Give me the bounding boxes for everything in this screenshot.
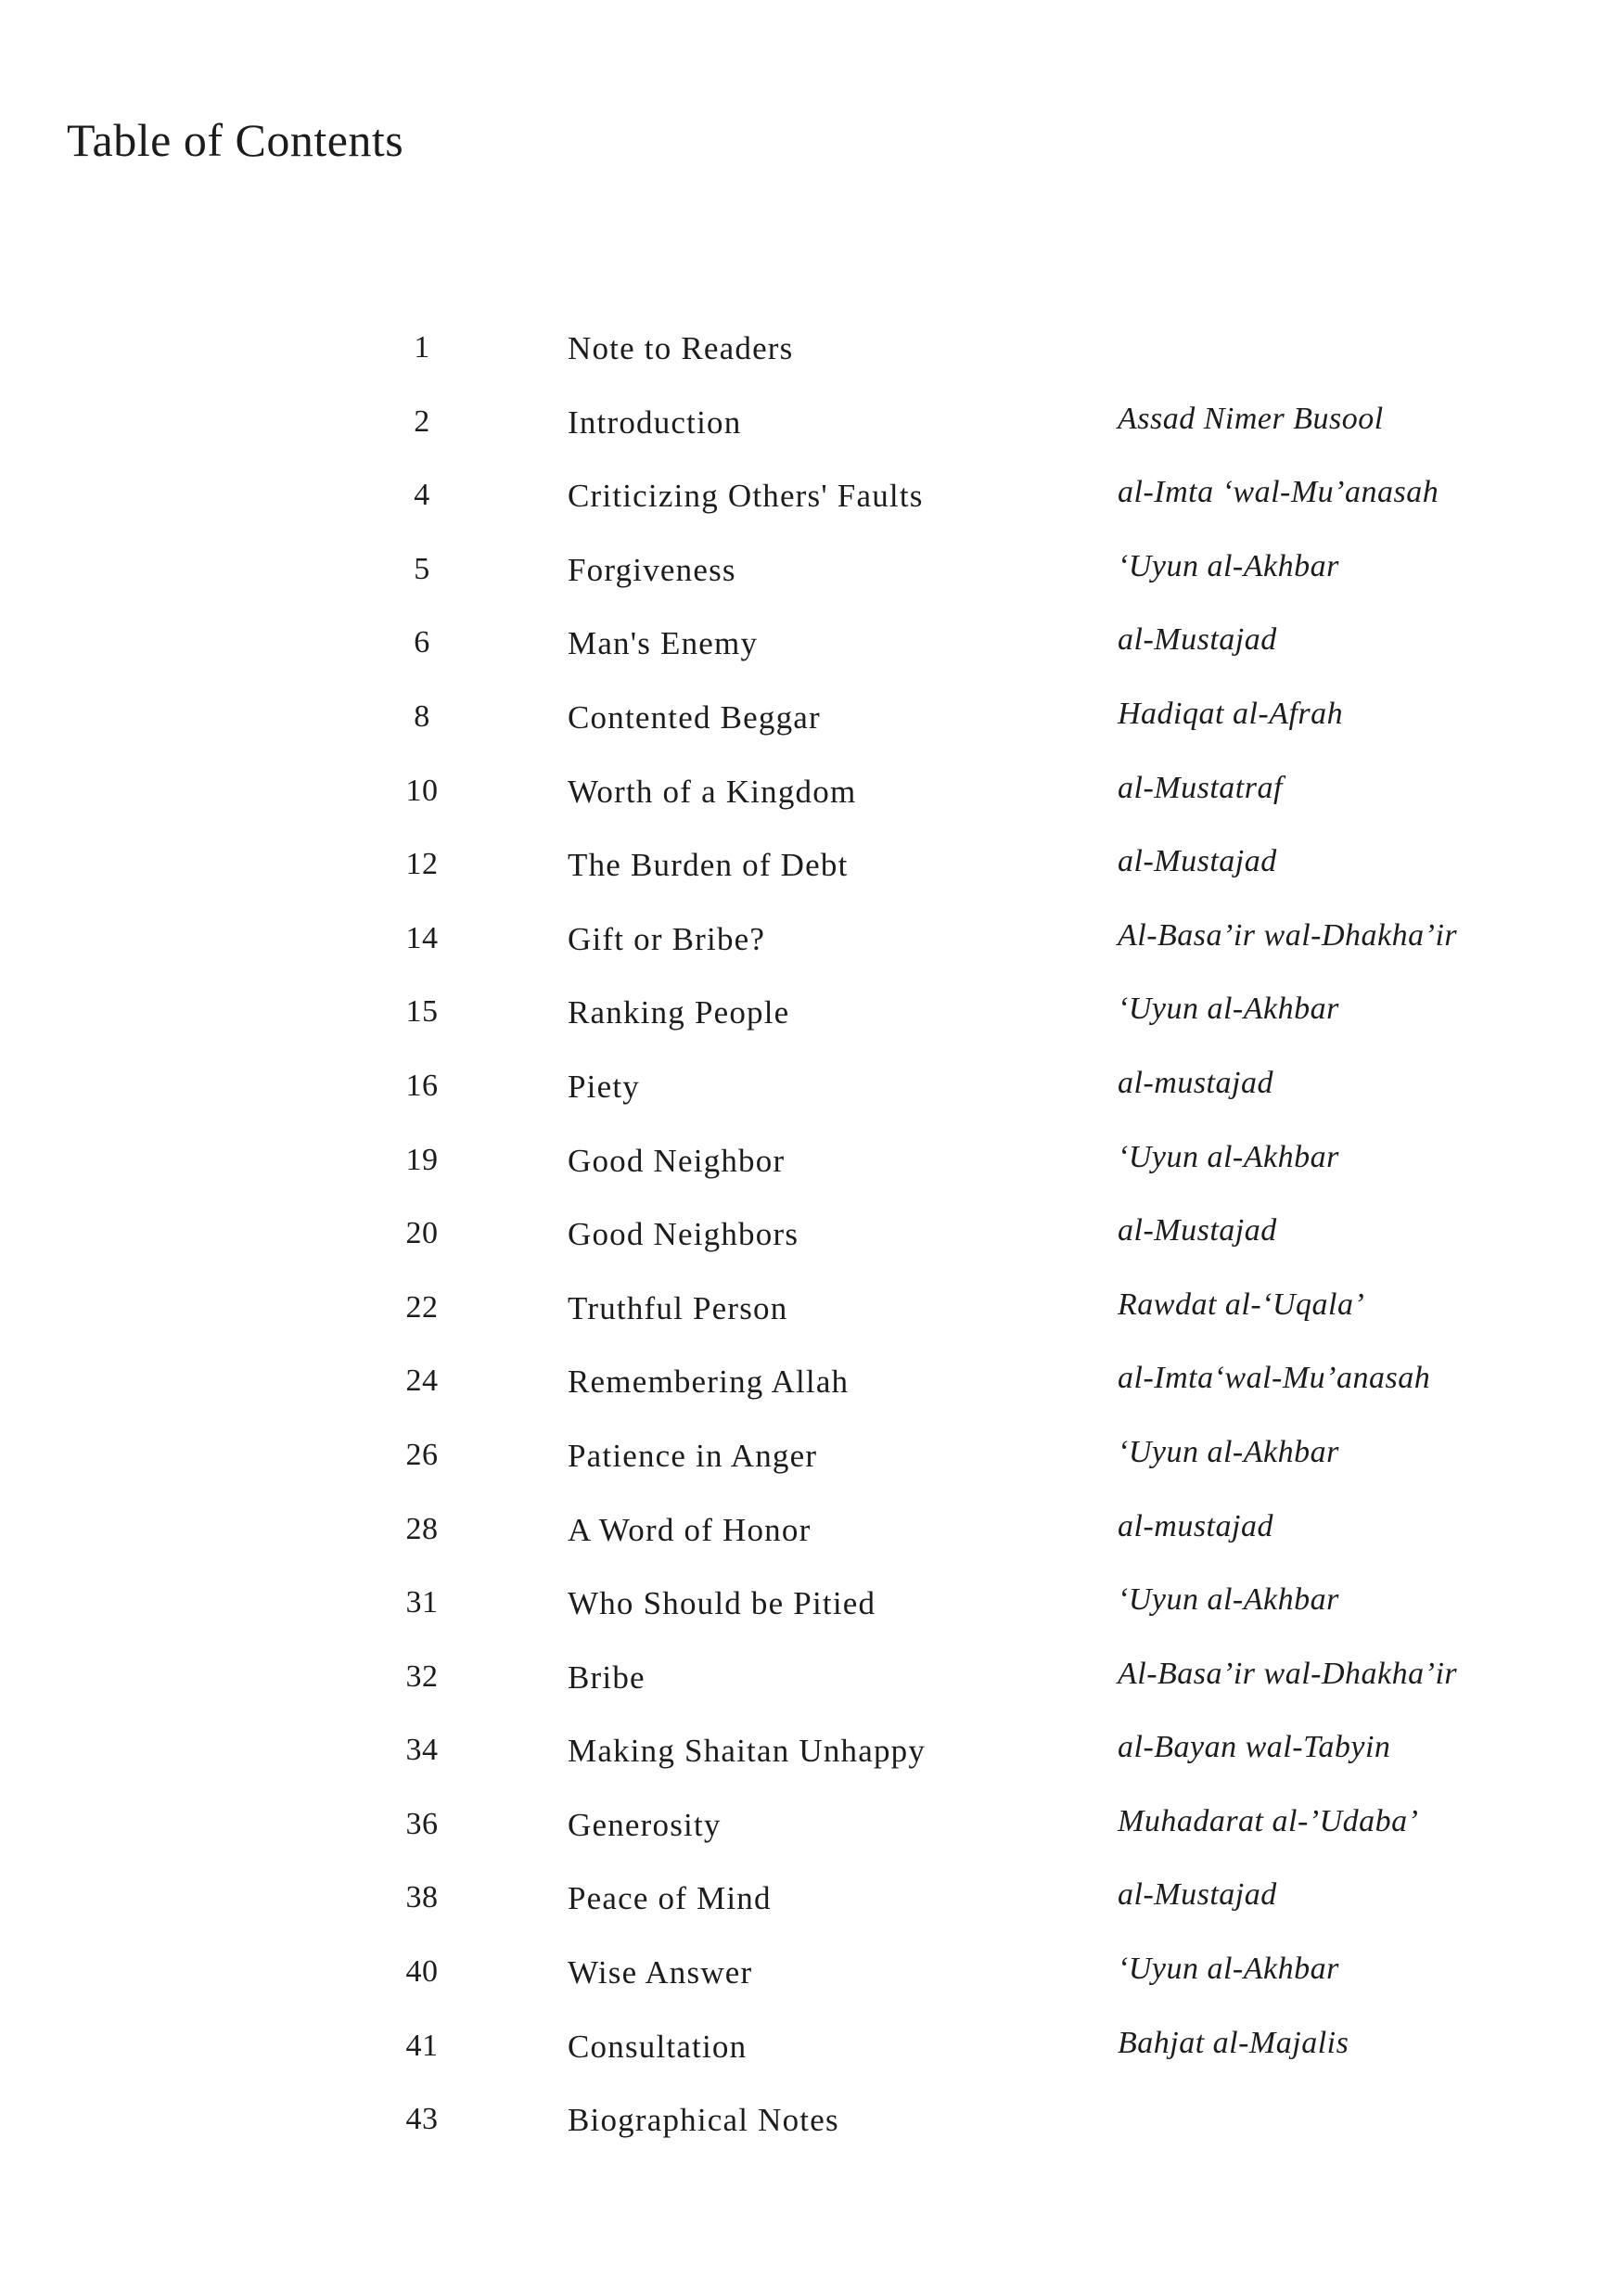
toc-chapter-title: Worth of a Kingdom	[568, 773, 857, 810]
toc-page-number: 28	[405, 1511, 439, 1546]
toc-source: ‘Uyun al-Akhbar	[1118, 1139, 1339, 1174]
toc-page-number: 24	[405, 1364, 439, 1399]
toc-source: Hadiqat al-Afrah	[1118, 696, 1344, 731]
toc-entry	[0, 1432, 1624, 1506]
toc-source: ‘Uyun al-Akhbar	[1118, 1582, 1339, 1618]
toc-page-number: 12	[405, 847, 439, 882]
toc-chapter-title: Generosity	[568, 1806, 722, 1843]
toc-entry	[0, 694, 1624, 768]
toc-page-number: 5	[414, 551, 430, 586]
toc-source: al-Mustajad	[1118, 844, 1277, 879]
toc-chapter-title: Good Neighbor	[568, 1142, 786, 1179]
toc-page-number: 38	[405, 1880, 439, 1915]
toc-chapter-title: Making Shaitan Unhappy	[568, 1733, 927, 1770]
toc-page-number: 31	[405, 1585, 439, 1620]
toc-page-number: 19	[405, 1142, 439, 1177]
toc-chapter-title: Good Neighbors	[568, 1216, 799, 1253]
toc-chapter-title: Gift or Bribe?	[568, 920, 766, 957]
toc-source: Bahjat al-Majalis	[1118, 2025, 1349, 2060]
toc-page-number: 14	[405, 920, 439, 955]
toc-page-number: 41	[405, 2028, 439, 2063]
toc-chapter-title: The Burden of Debt	[568, 847, 849, 884]
toc-page-number: 34	[405, 1733, 439, 1768]
toc-source: ‘Uyun al-Akhbar	[1118, 992, 1339, 1027]
toc-entry	[0, 841, 1624, 916]
toc-source: al-Bayan wal-Tabyin	[1118, 1730, 1391, 1765]
toc-entry	[0, 399, 1624, 473]
toc-chapter-title: Ranking People	[568, 994, 790, 1031]
toc-chapter-title: Patience in Anger	[568, 1437, 818, 1474]
toc-entry	[0, 1949, 1624, 2023]
toc-entry	[0, 916, 1624, 990]
toc-entry	[0, 1210, 1624, 1285]
toc-chapter-title: Bribe	[568, 1658, 646, 1696]
toc-page-number: 1	[414, 330, 430, 365]
toc-chapter-title: Note to Readers	[568, 330, 794, 366]
toc-entry	[0, 1506, 1624, 1581]
toc-chapter-title: Piety	[568, 1068, 640, 1105]
toc-source: Al-Basa’ir wal-Dhakha’ir	[1118, 1656, 1458, 1691]
toc-chapter-title: A Word of Honor	[568, 1511, 812, 1548]
toc-entry	[0, 1285, 1624, 1359]
toc-page-number: 20	[405, 1216, 439, 1251]
toc-entry	[0, 1063, 1624, 1137]
toc-page-number: 10	[405, 773, 439, 808]
toc-entry	[0, 1580, 1624, 1654]
toc-entry	[0, 325, 1624, 399]
table-of-contents	[0, 325, 1624, 2170]
toc-chapter-title: Introduction	[568, 403, 742, 441]
toc-entry	[0, 2023, 1624, 2097]
toc-source: ‘Uyun al-Akhbar	[1118, 1434, 1339, 1469]
toc-source: al-Mustajad	[1118, 622, 1277, 658]
toc-source: Rawdat al-‘Uqala’	[1118, 1287, 1365, 1322]
toc-entry	[0, 620, 1624, 694]
toc-source: Muhadarat al-’Udaba’	[1118, 1803, 1419, 1838]
toc-source: ‘Uyun al-Akhbar	[1118, 548, 1339, 583]
toc-page-number: 16	[405, 1068, 439, 1103]
toc-chapter-title: Forgiveness	[568, 551, 736, 588]
toc-entry	[0, 989, 1624, 1063]
toc-source: al-Mustatraf	[1118, 770, 1283, 805]
toc-entry	[0, 1654, 1624, 1728]
toc-source: al-Mustajad	[1118, 1213, 1277, 1248]
toc-page-number: 43	[405, 2102, 439, 2137]
toc-source: al-Mustajad	[1118, 1877, 1277, 1913]
toc-source: al-mustajad	[1118, 1065, 1273, 1100]
toc-chapter-title: Biographical Notes	[568, 2102, 839, 2139]
toc-page-number: 8	[414, 698, 430, 734]
toc-chapter-title: Man's Enemy	[568, 625, 759, 662]
toc-entry	[0, 472, 1624, 546]
toc-page-number: 36	[405, 1806, 439, 1841]
toc-page-number: 2	[414, 403, 430, 439]
toc-source: al-Imta‘wal-Mu’anasah	[1118, 1361, 1431, 1396]
toc-entry	[0, 1137, 1624, 1211]
toc-chapter-title: Who Should be Pitied	[568, 1585, 876, 1622]
toc-chapter-title: Truthful Person	[568, 1289, 788, 1326]
toc-page-number: 4	[414, 478, 430, 513]
toc-chapter-title: Peace of Mind	[568, 1880, 772, 1917]
toc-page-number: 15	[405, 994, 439, 1030]
toc-entry	[0, 1801, 1624, 1876]
toc-page-number: 32	[405, 1658, 439, 1694]
toc-source: Al-Basa’ir wal-Dhakha’ir	[1118, 917, 1458, 953]
toc-page-number: 6	[414, 625, 430, 660]
toc-entry	[0, 768, 1624, 842]
toc-chapter-title: Consultation	[568, 2028, 748, 2065]
page-title: Table of Contents	[67, 114, 404, 166]
toc-source: Assad Nimer Busool	[1118, 401, 1384, 436]
toc-chapter-title: Contented Beggar	[568, 698, 821, 736]
toc-page-number: 22	[405, 1289, 439, 1325]
toc-chapter-title: Wise Answer	[568, 1954, 753, 1991]
toc-page-number: 40	[405, 1954, 439, 1990]
toc-entry	[0, 2096, 1624, 2170]
toc-chapter-title: Remembering Allah	[568, 1364, 850, 1401]
toc-entry	[0, 546, 1624, 621]
toc-entry	[0, 1727, 1624, 1801]
toc-entry	[0, 1875, 1624, 1949]
toc-entry	[0, 1358, 1624, 1432]
toc-source: ‘Uyun al-Akhbar	[1118, 1952, 1339, 1987]
toc-source: al-mustajad	[1118, 1508, 1273, 1543]
toc-chapter-title: Criticizing Others' Faults	[568, 478, 924, 515]
toc-page-number: 26	[405, 1437, 439, 1472]
toc-source: al-Imta ‘wal-Mu’anasah	[1118, 475, 1439, 510]
